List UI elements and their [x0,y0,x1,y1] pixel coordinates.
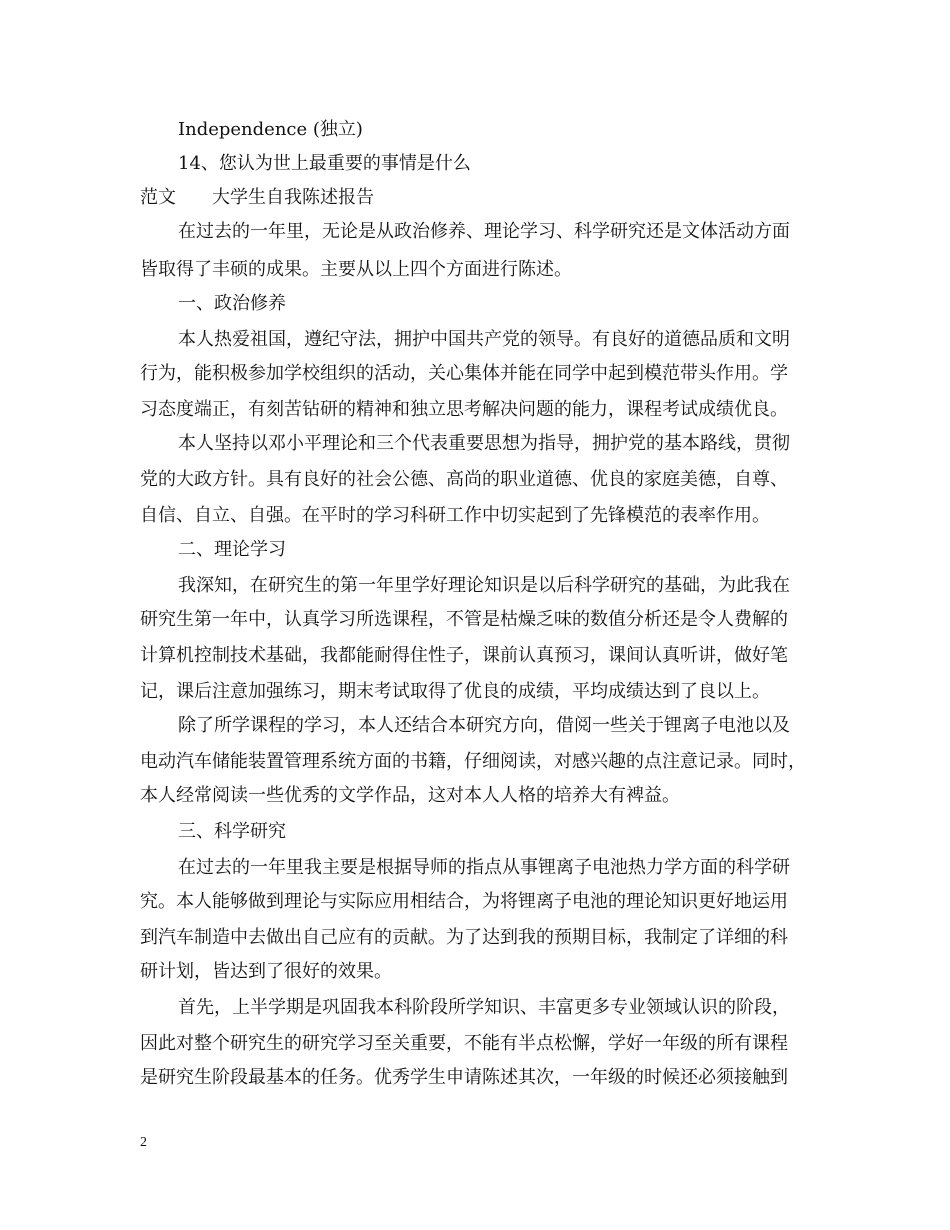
text-line: Independence (独立) [178,119,363,140]
paragraph-line: 记，课后注意加强练习，期末考试取得了优良的成绩，平均成绩达到了良以上。 [140,681,770,702]
paragraph-line: 习态度端正，有刻苦钻研的精神和独立思考解决问题的能力，课程考试成绩优良。 [140,399,788,420]
paragraph-line: 计算机控制技术基础，我都能耐得住性子，课前认真预习，课间认真听讲，做好笔 [140,645,788,666]
subheading: 一、政治修养 [178,293,286,314]
paragraph-line: 行为，能积极参加学校组织的活动，关心集体并能在同学中起到模范带头作用。学 [140,363,788,384]
paragraph-line: 在过去的一年里我主要是根据导师的指点从事锂离子电池热力学方面的科学研 [178,857,790,878]
paragraph-line: 除了所学课程的学习，本人还结合本研究方向，借阅一些关于锂离子电池以及 [178,715,790,736]
subheading: 三、科学研究 [178,821,286,842]
paragraph-line: 究。本人能够做到理论与实际应用相结合，为将锂离子电池的理论知识更好地运用 [140,891,788,912]
paragraph-line: 本人热爱祖国，遵纪守法，拥护中国共产党的领导。有良好的道德品质和文明 [178,329,790,350]
paragraph-line: 在过去的一年里，无论是从政治修养、理论学习、科学研究还是文体活动方面 [178,221,790,242]
paragraph-line: 研究生第一年中，认真学习所选课程，不管是枯燥乏味的数值分析还是令人费解的 [140,609,788,630]
heading-label: 范文 [140,187,176,208]
section-heading [140,180,374,216]
paragraph-line: 皆取得了丰硕的成果。主要从以上四个方面进行陈述。 [140,259,572,280]
paragraph-line: 我深知，在研究生的第一年里学好理论知识是以后科学研究的基础，为此我在 [178,575,790,596]
paragraph-line: 本人经常阅读一些优秀的文学作品，这对本人人格的培养大有裨益。 [140,785,680,806]
paragraph-line: 是研究生阶段最基本的任务。优秀学生申请陈述其次，一年级的时候还必须接触到 [140,1067,788,1088]
paragraph-line: 到汽车制造中去做出自己应有的贡献。为了达到我的预期目标，我制定了详细的科 [140,927,788,948]
paragraph-line: 本人坚持以邓小平理论和三个代表重要思想为指导，拥护党的基本路线，贯彻 [178,433,790,454]
paragraph-line: 党的大政方针。具有良好的社会公德、高尚的职业道德、优良的家庭美德，自尊、 [140,469,788,490]
paragraph-line: 首先，上半学期是巩固我本科阶段所学知识、丰富更多专业领域认识的阶段， [178,997,790,1018]
heading-title: 大学生自我陈述报告 [212,187,374,208]
paragraph-line: 电动汽车储能装置管理系统方面的书籍，仔细阅读，对感兴趣的点注意记录。同时， [140,751,806,772]
paragraph-line: 自信、自立、自强。在平时的学习科研工作中切实起到了先锋模范的表率作用。 [140,505,770,526]
paragraph-line: 研计划，皆达到了很好的效果。 [140,961,392,982]
text-line: 14、您认为世上最重要的事情是什么 [178,153,471,174]
page-number: 2 [140,1135,147,1150]
subheading: 二、理论学习 [178,539,286,560]
paragraph-line: 因此对整个研究生的研究学习至关重要，不能有半点松懈，学好一年级的所有课程 [140,1033,788,1054]
